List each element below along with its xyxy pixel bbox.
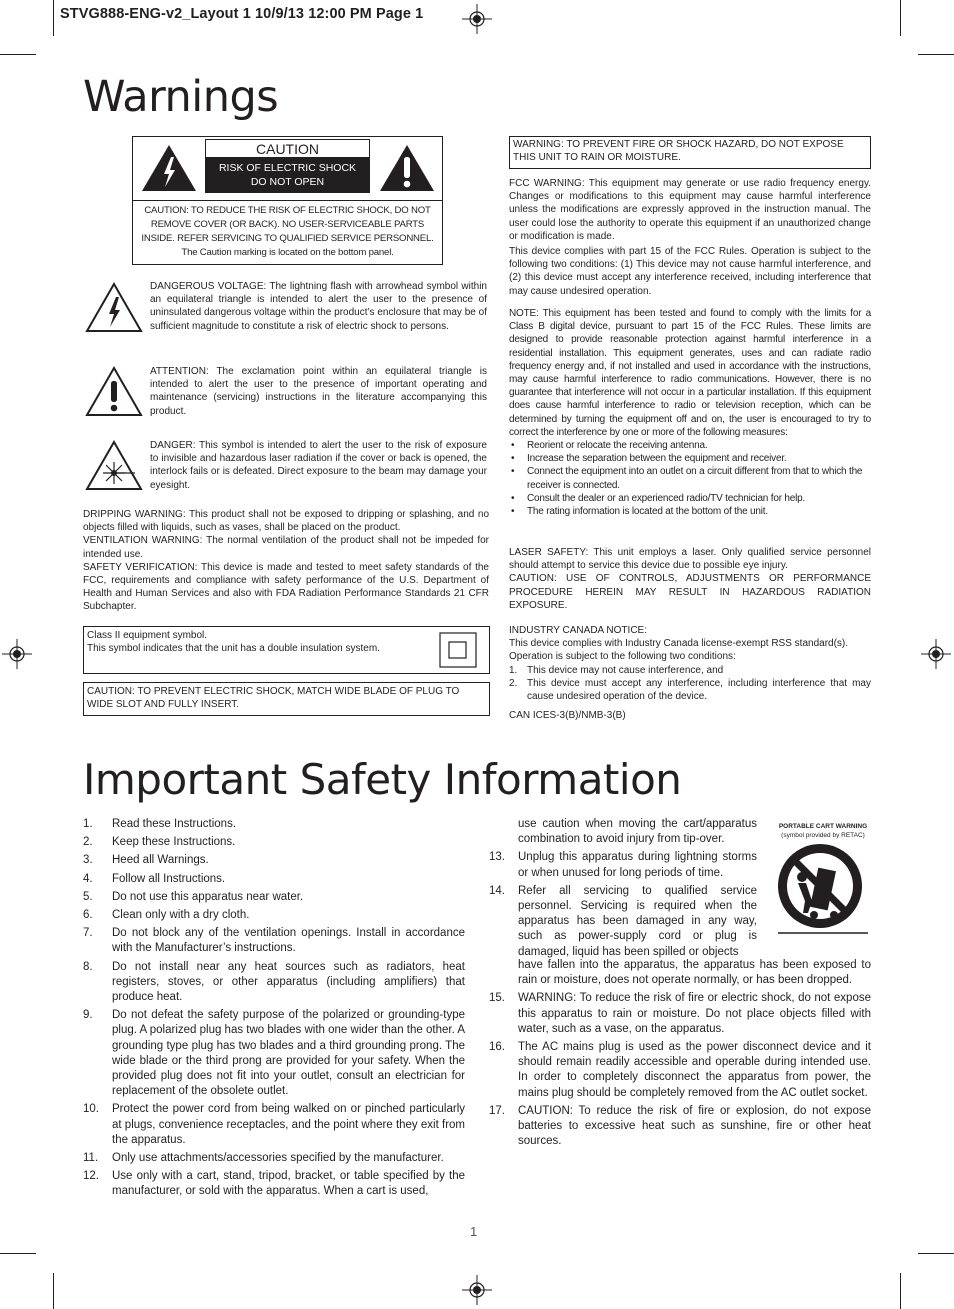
crop-mark: [53, 0, 54, 36]
list-item: 12. Use only with a cart, stand, tripod, bracket, or table specified by the manufacturer, or sold with the apparatus. When a cart is used,: [83, 1170, 465, 1198]
ventilation-warning-label: VENTILATION WARNING:: [83, 535, 203, 547]
industry-canada-notice: [509, 624, 871, 722]
crop-mark: [53, 1273, 54, 1309]
caution-text-line: The Caution marking is located on the bottom panel.: [181, 247, 394, 258]
caution-text-line: TO REDUCE THE RISK OF ELECTRIC SHOCK, DO NOT: [188, 205, 431, 216]
registration-mark-icon: [921, 639, 951, 669]
divider: [133, 200, 442, 201]
symbol-description: The exclamation point within an equilateral triangle is intended to alert the user to the presence of important operating and maintenance (servicing) instructions in the literature accompanying this product.: [150, 366, 487, 417]
registration-mark-icon: [2, 639, 32, 669]
list-item: 8. Do not install near any heat sources such as radiators, heat registers, stoves, or other apparatus (including amplifiers) that produce heat.: [83, 960, 465, 1004]
list-item: 4. Follow all Instructions.: [83, 872, 226, 885]
attention-text: [150, 365, 487, 418]
note-label: NOTE:: [509, 308, 539, 319]
fire-warning-box: [509, 136, 871, 169]
list-item: 10. Protect the power cord from being walked on or pinched particularly at plugs, convenience receptacles, and the point where they exit from the apparatus.: [83, 1103, 465, 1146]
class2-line: Class II equipment symbol.: [87, 630, 208, 641]
note-text: This equipment has been tested and found to comply with the limits for a Class B digital device, pursuant to part 15 of the FCC Rules. These limits are designed to provide reasonable protection against harmful interference in a residential installation. This equipment generates, uses and can radiate radio frequency energy and, if not installed and used in accordance with the instructions, may cause harmful interference to radio communications. However, there is no guarantee that interference will not occur in a particular installation. If this equipment does cause harmful interference to radio or television reception, which can be determined by turning the equipment off and on, the user is encouraged to try to correct the interference by one or more of the following measures:: [509, 308, 871, 438]
dripping-warning-label: DRIPPING WARNING:: [83, 509, 186, 520]
fcc-note: [509, 307, 871, 518]
class2-box: [83, 626, 490, 674]
double-insulation-icon: [439, 632, 477, 668]
plug-caution-text: TO PREVENT ELECTRIC SHOCK, MATCH WIDE BLADE OF PLUG TO WIDE SLOT AND FULLY INSERT.: [87, 686, 460, 711]
warnings-title: Warnings: [83, 72, 279, 122]
fire-warning-text: TO PREVENT FIRE OR SHOCK HAZARD, DO NOT EXPOSE THIS UNIT TO RAIN OR MOISTURE.: [513, 139, 844, 164]
crop-mark: [918, 54, 954, 55]
list-item: 2. Keep these Instructions.: [83, 836, 236, 849]
fire-warning-label: WARNING:: [513, 139, 564, 150]
ic-text: Operation is subject to the following two conditions:: [509, 651, 736, 663]
part15-text: This device complies with part 15 of the FCC Rules. Operation is subject to the following two conditions: (1) This device may not cause harmful interference, and (2) this device must accept any interference received, including interference that may cause undesired operation.: [509, 246, 871, 297]
caution-text-line: INSIDE. REFER SERVICING TO QUALIFIED SERVICE PERSONNEL.: [141, 233, 434, 244]
list-item: 3. Heed all Warnings.: [83, 854, 209, 867]
class2-text: [87, 629, 380, 655]
portable-cart-warning-icon: [774, 843, 870, 935]
safety-list-right-top: [489, 817, 757, 960]
list-item: 14. Refer all servicing to qualified service personnel. Servicing is required when the apparatus has been damaged in any way, such as power-supply cord or plug is damaged, liquid has been spilled or objects: [489, 884, 757, 958]
laser-safety-label: LASER SAFETY:: [509, 547, 589, 558]
fcc-warning-label: FCC WARNING:: [509, 178, 585, 189]
lightning-triangle-outline-icon: [85, 282, 143, 333]
crop-mark: [900, 0, 901, 36]
list-item: • Increase the separation between the equipment and receiver.: [509, 452, 871, 465]
caution-box: [132, 136, 443, 265]
dangerous-voltage-text: [150, 280, 487, 333]
list-item: 1. This device may not cause interference, and: [509, 664, 724, 676]
crop-mark: [918, 1253, 954, 1254]
list-item: 9. Do not defeat the safety purpose of the polarized or grounding-type plug. A polarized plug has two blades with one wider than the other. A grounding type plug has two blades and a third grounding prong. The wide blade or the third prong are provided for your safety. When the provided plug does not fit into your outlet, consult an electrician for replacement of the obsolete outlet.: [83, 1009, 465, 1098]
laser-caution-label: CAUTION: [509, 573, 554, 585]
caution-sub-line: RISK OF ELECTRIC SHOCK: [218, 162, 357, 174]
dripping-warning-text: This product shall not be exposed to dripping or splashing, and no objects filled with liquids, such as vases, shall be placed on the product.: [83, 509, 490, 534]
danger-text: [150, 439, 487, 492]
class2-line: This symbol indicates that the unit has a double insulation system.: [87, 643, 380, 654]
cart-warning-caption: [768, 822, 878, 840]
list-item: • The rating information is located at the bottom of the unit.: [509, 505, 871, 518]
laser-safety: [509, 546, 871, 612]
list-item: 1. Read these Instructions.: [83, 818, 237, 830]
list-item: • Connect the equipment into an outlet on a circuit different from that to which the receiver is connected.: [509, 465, 871, 491]
ic-conditions-list: [509, 664, 871, 704]
ic-title: INDUSTRY CANADA NOTICE:: [509, 625, 647, 636]
plug-caution-box: [83, 682, 490, 716]
safety-verification-text: This device is made and tested to meet safety standards of the FCC, requirements and compliance with safety performance of the U.S. Department of Health and Human Services and also with FDA Radiation Performance Standards 21 CFR Subchapter.: [83, 561, 489, 613]
fcc-warning: [509, 177, 871, 243]
plug-caution-label: CAUTION:: [87, 686, 135, 697]
list-item-continuation: use caution when moving the cart/apparatus combination to avoid injury from tip-over.: [518, 818, 757, 846]
symbol-label: DANGEROUS VOLTAGE:: [150, 281, 267, 292]
ventilation-warning-text: The normal ventilation of the product shall not be impeded for intended use.: [83, 535, 489, 560]
list-item: 15. WARNING: To reduce the risk of fire or electric shock, do not expose this apparatus to rain or moisture. Do not place objects filled with water, such as a vase, on the apparatus.: [489, 992, 871, 1035]
list-item-continuation: have fallen into the apparatus, the apparatus has been exposed to rain or moisture, does not operate normally, or has been dropped.: [518, 959, 871, 987]
symbol-label: ATTENTION:: [150, 366, 209, 377]
measures-list: [509, 439, 871, 518]
laser-caution-text: : USE OF CONTROLS, ADJUSTMENTS OR PERFORMANCE PROCEDURE HEREIN MAY RESULT IN HAZARDOUS RADIATION EXPOSURE.: [509, 573, 871, 611]
symbol-description: This symbol is intended to alert the user to the risk of exposure to invisible and hazardous laser radiation if the cover or back is opened, the interlock fails or is defeated. Direct exposure to the beam may damage your eyesight.: [150, 440, 487, 491]
crop-mark: [0, 54, 36, 55]
print-slug: STVG888-ENG-v2_Layout 1 10/9/13 12:00 PM Page 1: [60, 6, 424, 22]
caution-text-label: CAUTION:: [144, 205, 189, 216]
list-item: 2. This device must accept any interference, including interference that may cause undesired operation of the device.: [509, 677, 871, 703]
laser-safety-text: This unit employs a laser. Only qualified service personnel should attempt to service this device due to possible eye injury.: [509, 547, 871, 572]
registration-mark-icon: [462, 4, 492, 34]
caution-text: [136, 204, 439, 260]
list-item: 7. Do not block any of the ventilation openings. Install in accordance with the Manufacturer’s instructions.: [83, 927, 465, 955]
caution-label-block: [205, 139, 370, 193]
misc-warnings: [83, 508, 489, 614]
ic-text: This device complies with Industry Canada license-exempt RSS standard(s).: [509, 638, 849, 650]
safety-list-right-bottom: [489, 958, 871, 1152]
list-item: 13. Unplug this apparatus during lightning storms or when unused for long periods of time.: [489, 851, 757, 879]
laser-hazard-icon: [85, 440, 143, 491]
list-item: 6. Clean only with a dry cloth.: [83, 909, 250, 922]
fcc-warning-text: This equipment may generate or use radio frequency energy. Changes or modifications to this equipment may cause harmful interference unless the modifications are expressly approved in the instruction manual. The user could lose the authority to operate this equipment if an unauthorized change or modification is made.: [509, 178, 871, 242]
crop-mark: [0, 1253, 36, 1254]
lightning-triangle-icon: [140, 143, 198, 193]
caution-text-line: REMOVE COVER (OR BACK). NO USER-SERVICEABLE PARTS: [150, 219, 425, 230]
symbol-description: The lightning flash with arrowhead symbol within an equilateral triangle is intended to alert the user to the presence of uninsulated dangerous voltage within the product’s enclosure that may be of sufficient magnitude to constitute a risk of electric shock to persons.: [150, 281, 487, 332]
ic-ices-code: CAN ICES-3(B)/NMB-3(B): [509, 710, 626, 722]
registration-mark-icon: [462, 1275, 492, 1305]
list-item: 17. CAUTION: To reduce the risk of fire or explosion, do not expose batteries to excessive heat such as sunshine, fire or other heat sources.: [489, 1104, 871, 1148]
exclamation-triangle-icon: [378, 143, 436, 193]
crop-mark: [900, 1273, 901, 1309]
cart-warning-credit: (symbol provided by RETAC): [781, 832, 865, 839]
list-item: 5. Do not use this apparatus near water.: [83, 890, 304, 903]
list-item: • Reorient or relocate the receiving antenna.: [509, 439, 871, 452]
cart-warning-title: PORTABLE CART WARNING: [778, 823, 868, 830]
safety-verification-label: SAFETY VERIFICATION:: [83, 561, 198, 573]
caution-label: CAUTION: [205, 139, 370, 158]
safety-list-left: [83, 817, 465, 1203]
list-item: 16. The AC mains plug is used as the power disconnect device and it should remain readily accessible and operable during intended use. In order to completely disconnect the apparatus from power, the mains plug should be completely removed from the AC outlet socket.: [489, 1041, 871, 1099]
list-item: 11. Only use attachments/accessories specified by the manufacturer.: [83, 1152, 444, 1165]
caution-sub-line: DO NOT OPEN: [250, 176, 325, 188]
caution-sub-label: [205, 158, 370, 193]
symbol-label: DANGER:: [150, 440, 196, 451]
page-number: 1: [470, 1224, 478, 1239]
safety-title: Important Safety Information: [83, 755, 682, 804]
exclamation-triangle-outline-icon: [85, 366, 143, 417]
list-item: • Consult the dealer or an experienced radio/TV technician for help.: [509, 492, 871, 505]
